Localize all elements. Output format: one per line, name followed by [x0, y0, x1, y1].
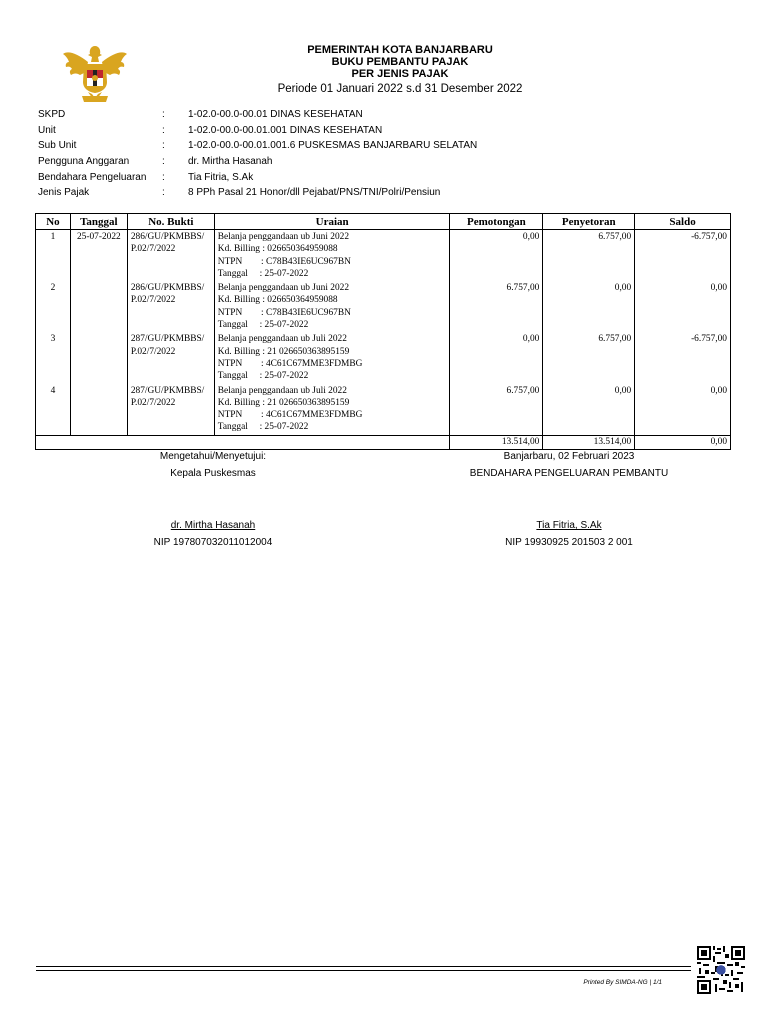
cell-uraian: Belanja penggandaan ub Juli 2022 Kd. Billing : 21 026650363895159 NTPN : 4C61C67MME3FDMBG Tanggal : 25-07-2022 [214, 332, 450, 383]
cell-tanggal: 25-07-2022 [70, 230, 127, 282]
header-book-title: BUKU PEMBANTU PAJAK [331, 56, 469, 68]
meta-value: dr. Mirtha Hasanah [188, 156, 273, 168]
cell-pemotongan: 0,00 [450, 230, 543, 282]
signature-right-position: BENDAHARA PENGELUARAN PEMBANTU [469, 468, 669, 479]
table-row [36, 230, 731, 282]
total-saldo: 0,00 [635, 435, 731, 449]
meta-row-pengguna-anggaran: Pengguna Anggaran : dr. Mirtha Hasanah [38, 156, 273, 168]
signature-left-nip: NIP 197807032011012004 [153, 537, 273, 548]
garuda-emblem-icon [60, 40, 130, 110]
total-pemotongan: 13.514,00 [450, 435, 543, 449]
table-row [36, 332, 731, 383]
meta-label: Bendahara Pengeluaran [38, 171, 147, 183]
printed-by-label: Printed By SIMDA-NG | 1/1 [583, 979, 662, 986]
meta-row-skpd: SKPD : 1-02.0-00.0-00.01 DINAS KESEHATAN [38, 109, 363, 121]
signature-left-approval: Mengetahui/Menyetujui: [159, 451, 267, 462]
meta-label: Jenis Pajak [38, 187, 90, 199]
column-header-penyetoran: Penyetoran [543, 214, 635, 230]
column-header-saldo: Saldo [635, 214, 731, 230]
cell-no: 1 [36, 230, 71, 282]
cell-penyetoran: 0,00 [543, 281, 635, 332]
meta-row-bendahara: Bendahara Pengeluaran : Tia Fitria, S.Ak [38, 171, 254, 183]
cell-uraian: Belanja penggandaan ub Juli 2022 Kd. Billing : 21 026650363895159 NTPN : 4C61C67MME3FDMBG Tanggal : 25-07-2022 [214, 384, 450, 436]
cell-no-bukti: 286/GU/PKMBBS/ P.02/7/2022 [127, 230, 214, 282]
cell-pemotongan: 0,00 [450, 332, 543, 383]
table-row [36, 384, 731, 436]
meta-value: 1-02.0-00.0-00.01.001 DINAS KESEHATAN [188, 124, 383, 136]
meta-value: 8 PPh Pasal 21 Honor/dll Pejabat/PNS/TNI/Polri/Pensiun [188, 187, 441, 199]
meta-label: Unit [38, 124, 56, 136]
header-government: PEMERINTAH KOTA BANJARBARU [307, 44, 493, 56]
meta-label: Pengguna Anggaran [38, 156, 130, 168]
cell-uraian: Belanja penggandaan ub Juni 2022 Kd. Billing : 026650364959088 NTPN : C78B43IE6UC967BN Tanggal : 25-07-2022 [214, 230, 450, 282]
cell-no: 2 [36, 281, 71, 332]
cell-saldo: -6.757,00 [635, 332, 731, 383]
table-header-row [36, 214, 731, 230]
tax-ledger-table [35, 213, 731, 450]
cell-tanggal [70, 384, 127, 436]
meta-value: 1-02.0-00.0-00.01.001.6 PUSKESMAS BANJARBARU SELATAN [188, 140, 478, 152]
signature-right-name: Tia Fitria, S.Ak [536, 520, 602, 531]
signature-left-name: dr. Mirtha Hasanah [170, 520, 256, 531]
document-meta [38, 107, 477, 201]
cell-penyetoran: 0,00 [543, 384, 635, 436]
cell-pemotongan: 6.757,00 [450, 384, 543, 436]
document-header [200, 44, 600, 97]
qr-code-icon [697, 946, 745, 994]
cell-penyetoran: 6.757,00 [543, 332, 635, 383]
total-label-cell [36, 435, 450, 449]
signature-left-position: Kepala Puskesmas [170, 468, 256, 479]
signature-right [444, 451, 694, 548]
signature-right-date: Banjarbaru, 02 Februari 2023 [503, 451, 635, 462]
meta-value: Tia Fitria, S.Ak [188, 171, 254, 183]
header-period: Periode 01 Januari 2022 s.d 31 Desember 2022 [277, 83, 523, 95]
column-header-pemotongan: Pemotongan [450, 214, 543, 230]
cell-penyetoran: 6.757,00 [543, 230, 635, 282]
table-total-row [36, 435, 731, 449]
cell-tanggal [70, 332, 127, 383]
footer-divider [36, 966, 691, 967]
column-header-no: No [36, 214, 71, 230]
meta-row-sub-unit: Sub Unit : 1-02.0-00.0-00.01.001.6 PUSKESMAS BANJARBARU SELATAN [38, 140, 478, 152]
signature-right-nip: NIP 19930925 201503 2 001 [505, 537, 633, 548]
meta-label: Sub Unit [38, 140, 77, 152]
cell-uraian: Belanja penggandaan ub Juni 2022 Kd. Billing : 026650364959088 NTPN : C78B43IE6UC967BN Tanggal : 25-07-2022 [214, 281, 450, 332]
column-header-no-bukti: No. Bukti [127, 214, 214, 230]
column-header-uraian: Uraian [214, 214, 450, 230]
header-subtitle: PER JENIS PAJAK [351, 68, 449, 80]
meta-value: 1-02.0-00.0-00.01 DINAS KESEHATAN [188, 109, 363, 121]
signature-left [88, 451, 338, 548]
cell-no: 4 [36, 384, 71, 436]
total-penyetoran: 13.514,00 [543, 435, 635, 449]
cell-no: 3 [36, 332, 71, 383]
cell-no-bukti: 286/GU/PKMBBS/ P.02/7/2022 [127, 281, 214, 332]
cell-pemotongan: 6.757,00 [450, 281, 543, 332]
meta-label: SKPD [38, 109, 66, 121]
table-row [36, 281, 731, 332]
cell-no-bukti: 287/GU/PKMBBS/ P.02/7/2022 [127, 332, 214, 383]
footer-divider [36, 970, 691, 971]
cell-saldo: 0,00 [635, 384, 731, 436]
cell-saldo: 0,00 [635, 281, 731, 332]
meta-row-unit: Unit : 1-02.0-00.0-00.01.001 DINAS KESEHATAN [38, 124, 383, 136]
cell-tanggal [70, 281, 127, 332]
meta-row-jenis-pajak: Jenis Pajak : 8 PPh Pasal 21 Honor/dll Pejabat/PNS/TNI/Polri/Pensiun [38, 187, 441, 199]
cell-saldo: -6.757,00 [635, 230, 731, 282]
cell-no-bukti: 287/GU/PKMBBS/ P.02/7/2022 [127, 384, 214, 436]
column-header-tanggal: Tanggal [70, 214, 127, 230]
